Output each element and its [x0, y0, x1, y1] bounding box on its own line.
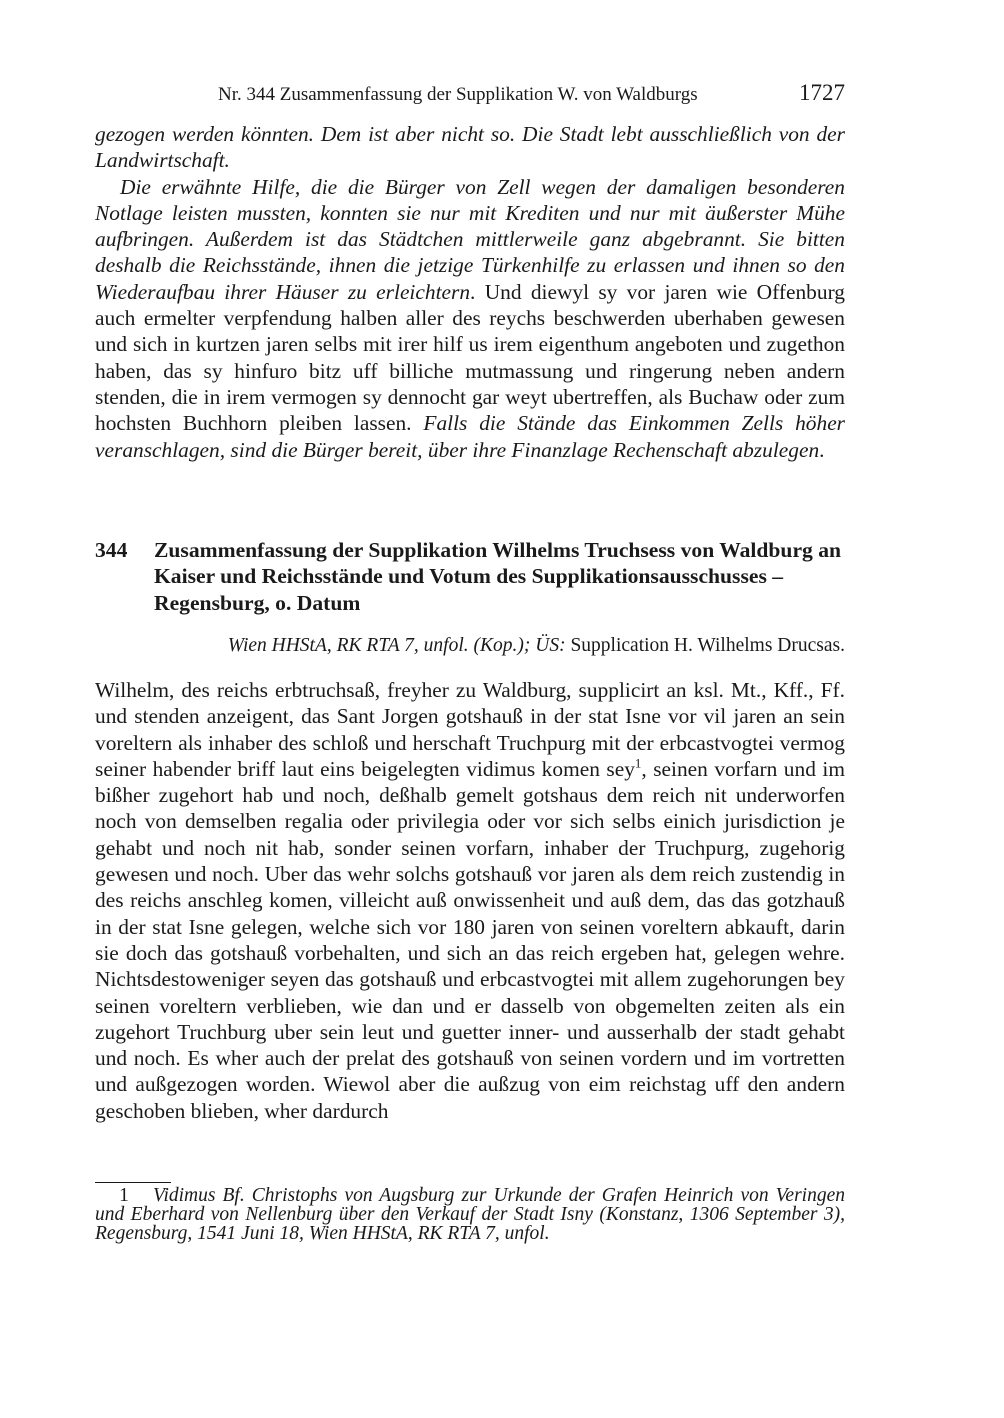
body-paragraph [95, 677, 845, 1124]
punctuation: . [470, 279, 485, 304]
summary-text-italic-end: Falls die Stände das Einkommen Zells höher veranschlagen, sind die Bürger bereit, über ihre Finanzlage Rechenschaft abzulegen [95, 411, 846, 462]
footnote-divider [95, 1182, 171, 1183]
footnote-number: 1 [119, 1185, 129, 1206]
source-archive: Wien HHStA, RK RTA 7, unfol. (Kop.); ÜS: [227, 635, 566, 656]
footnote [95, 1186, 845, 1243]
footnote-text: Vidimus Bf. Christophs von Augsburg zur Urkunde der Grafen Heinrich von Veringen und Eberhard von Nellenburg über den Verkauf der Stadt Isny (Konstanz, 1306 September 3), Regensburg, 1541 Juni 18, Wien HHStA, RK RTA 7, unfol. [95, 1185, 845, 1244]
body-text-part-a: Wilhelm, des reichs erbtruchsaß, freyher zu Waldburg, supplicirt an ksl. Mt., Kff., Ff. und stenden anzeigent, das Sant Jorgen gotshauß in der stat Isne vor vil jaren an sein voreltern als inhaber des schloß und herschaft Truchpurg mit der erbcastvogtei vermog seiner habender briff laut eins beigelegten vidimus komen sey [95, 678, 845, 781]
summary-text-italic: Die erwähnte Hilfe, die die Bürger von Zell wegen der damaligen besonderen Notlage leisten mussten, konnten sie nur mit Krediten und nur mit äußerster Mühe aufbringen. Außerdem ist das Städtchen mittlerweile ganz abgebrannt. Sie bitten deshalb die Reichsstände, ihnen die jetzige Türkenhilfe zu erlassen und ihnen so den Wiederaufbau ihrer Häuser zu erleichtern [95, 174, 845, 304]
paragraph-petition [95, 174, 845, 463]
summary-text: gezogen werden könnten. Dem ist aber nicht so. Die Stadt lebt ausschließlich von der Landwirtschaft. [95, 122, 845, 173]
running-title: Nr. 344 Zusammenfassung der Supplikation W. von Waldburgs [218, 84, 698, 105]
running-header [95, 80, 845, 108]
quoted-source-text: Und diewyl sy vor jaren wie Offenburg auch ermelter verpfendung halben aller des reychs beschwerden uberhaben gewesen und sich in kurtzen jaren selbs mit irer hilf us irem eigenthum angeboten und zugethon haben, das sy hinfuro bitz uff billiche mutmassung und ringerung neben andern stenden, die in irem vermogen sy dennocht gar weyt ubertreffen, als Buchaw oder zum hochsten Buchhorn pleiben lassen. [95, 279, 846, 436]
punctuation-end: . [819, 437, 825, 462]
paragraph-summary [95, 121, 845, 174]
body-text-part-b: , seinen vorfarn und im bißher zugehort hab und noch, deßhalb gemelt gotshaus dem reich nit underworfen noch von demselben regalia oder privilegia oder vor sich selbs einich jurisdiction je gehabt und noch nit hab, sonder seinen vorfarn, inhaber der Truchpurg, zugehorig gewesen und noch. Uber das wehr solchs gotshauß vor jaren als dem reich zustendig in des reichs anschleg komen, villeicht auß onwissenheit und auß dem, das das gotzhauß in der stat Isne gelegen, welche sich vor 180 jaren von seinen voreltern abkauft, darin sie doch das gotshauß vorbehalten, und sich an das reich ergeben hat, gelegen wehre. Nichtsdestoweniger seyen das gotshauß und erbcastvogtei mit allem zugehorungen bey seinen voreltern verblieben, wie dan und er dasselb von obgemelten zeiten als ein zugehort Truchburg uber sein leut und guetter inner- und ausserhalb der stadt gehabt und noch. Es wher auch der prelat des gotshauß von seinen vordern und im vortretten und außgezogen worden. Wiewol aber die außzug von eim reichstag uff den andern geschoben blieben, wher dardurch [95, 756, 845, 1123]
source-heading-quote: Supplication H. Wilhelms Drucsas. [565, 635, 845, 656]
entry-number: 344 [95, 538, 128, 562]
source-reference [154, 633, 845, 659]
entry-body [95, 677, 845, 1124]
entry-title: Zusammenfassung der Supplikation Wilhelms Truchsess von Waldburg an Kaiser und Reichsstände und Votum des Supplikationsausschusses – Regensburg, o. Datum [154, 538, 842, 615]
footnote-reference[interactable]: 1 [634, 756, 642, 771]
previous-entry-text [95, 121, 845, 463]
page-number: 1727 [799, 80, 845, 105]
